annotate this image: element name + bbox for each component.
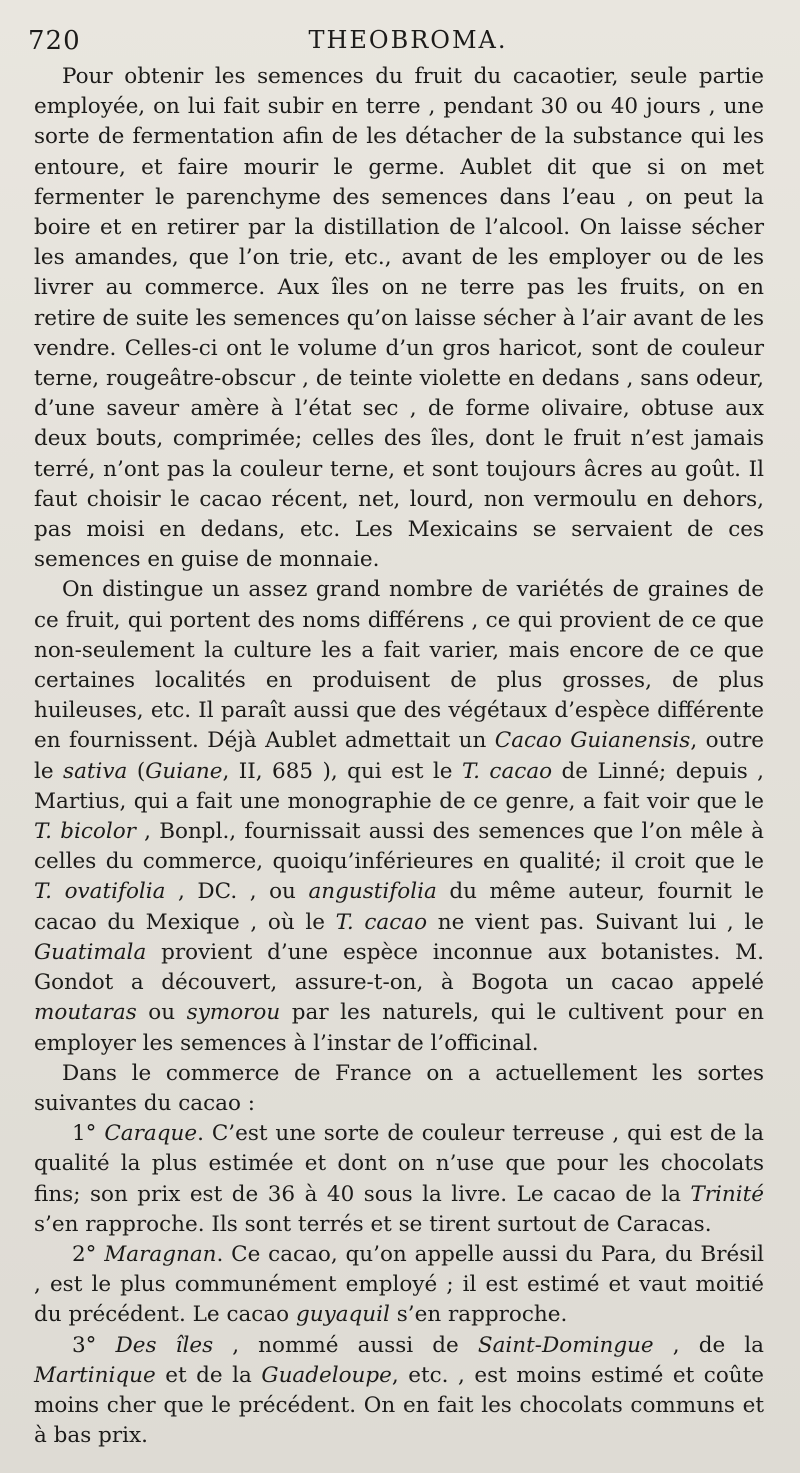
text-run: , II, 685 ), qui est le — [222, 758, 462, 784]
paragraph-fermentation — [34, 62, 764, 575]
italic-text: T. bicolor — [34, 819, 136, 845]
italic-text: T. cacao — [461, 758, 553, 784]
italic-text: T. cacao — [335, 909, 428, 935]
running-title: THEOBROMA. — [308, 26, 508, 54]
paragraph-commerce-intro — [34, 1059, 764, 1119]
italic-text: Maragnan — [104, 1241, 217, 1267]
text-run: du même auteur, fournit le cacao du Mexique , où le — [34, 879, 764, 935]
text-run: Pour obtenir les semences du fruit du cacaotier, seule partie employée, on lui fait subir en terre , pendant 30 ou 40 jours , une sorte de fermentation afin de les détacher de la substance qui les entoure, et faire mourir le germe. Aublet dit que si on met fermenter le parenchyme des semences dans l’eau , on peut la boire et en retirer par la distillation de l’alcool. On laisse sécher les amandes, que l’on trie, etc., avant de les employer ou de les livrer au commerce. Aux îles on ne terre pas les fruits, on en retire de suite les semences qu’on laisse sécher à l’air avant de les vendre. Celles-ci ont le volume d’un gros haricot, sont de couleur terne, rougeâtre-obscur , de teinte violette en dedans , sans odeur, d’une saveur amère à l’état sec , de forme olivaire, obtuse aux deux bouts, comprimée; celles des îles, dont le fruit n’est jamais terré, n’ont pas la couleur terne, et sont toujours âcres au goût. Il faut choisir le cacao récent, net, lourd, non vermoulu en dehors, pas moisi en dedans, etc. Les Mexicains se servaient de ces semences en guise de monnaie. — [34, 64, 764, 573]
text-run: , nommé aussi de — [213, 1332, 478, 1358]
list-item-des-iles — [34, 1331, 764, 1452]
italic-text: Guadeloupe — [261, 1362, 392, 1388]
text-run: 3° — [72, 1332, 116, 1358]
italic-text: angustifolia — [308, 879, 437, 905]
running-head — [28, 24, 764, 58]
italic-text: moutaras — [34, 1000, 137, 1026]
italic-text: Guatimala — [34, 939, 147, 965]
italic-text: Trinité — [690, 1181, 764, 1207]
text-run: ou — [136, 1000, 187, 1026]
text-run: et de la — [155, 1362, 262, 1388]
text-run: 1° — [72, 1121, 105, 1147]
text-run: On distingue un assez grand nombre de variétés de graines de ce fruit, qui portent des noms différens , ce qui provient de ce que non-seulement la culture les a fait varier, mais encore de ce que certaines localités en produisent de plus grosses, de plus huileuses, etc. Il paraît aussi que des végétaux d’espèce différente en fournissent. Déjà Aublet admettait un — [34, 577, 764, 754]
italic-text: T. ovatifolia — [34, 879, 166, 905]
text-run: . Ce cacao, qu’on appelle aussi du Para, du Brésil , est le plus communément employé ; il est estimé et vaut moitié du précédent. Le cacao — [34, 1241, 764, 1328]
page-number: 720 — [28, 26, 81, 56]
italic-text: Caraque — [104, 1121, 198, 1147]
text-run: ne vient pas. Suivant lui , le — [427, 909, 765, 935]
italic-text: guyaquil — [295, 1302, 390, 1328]
text-run: 2° — [72, 1241, 105, 1267]
body-text — [34, 62, 764, 1451]
italic-text: Des îles — [115, 1332, 214, 1358]
text-run: provient d’une espèce inconnue aux botanistes. M. Gondot a découvert, assure-t-on, à Bogota un cacao appelé — [34, 939, 764, 996]
text-run: , Bonpl., fournissait aussi des semences que l’on mêle à celles du commerce, quoiqu’inférieures en qualité; il croit que le — [34, 819, 764, 875]
text-run: de Linné; depuis , Martius, qui a fait une monographie de ce genre, a fait voir que le — [34, 758, 764, 814]
text-run: par les naturels, qui le cultivent pour en employer les semences à l’instar de l’officinal. — [34, 1000, 764, 1056]
text-run: , outre le — [34, 728, 765, 784]
text-run: , DC. , ou — [165, 879, 309, 905]
list-item-caraque — [34, 1119, 764, 1240]
italic-text: Saint-Domingue — [477, 1332, 654, 1358]
italic-text: sativa — [63, 758, 128, 784]
italic-text: Guiane — [145, 758, 223, 784]
text-run: . C’est une sorte de couleur terreuse , qui est de la qualité la plus estimée et dont on n’use que pour les chocolats fins; son prix est de 36 à 40 sous la livre. Le cacao de la — [34, 1121, 764, 1207]
text-run: Dans le commerce de France on a actuellement les sortes suivantes du cacao : — [34, 1060, 764, 1116]
italic-text: Martinique — [34, 1362, 156, 1388]
text-run: , etc. , est moins estimé et coûte moins cher que le précédent. On en fait les chocolats communs et à bas prix. — [34, 1362, 764, 1449]
italic-text: symorou — [186, 1000, 281, 1026]
list-item-maragnan — [34, 1240, 764, 1331]
text-run: s’en rapproche. — [389, 1302, 568, 1328]
text-run: s’en rapproche. Ils sont terrés et se tirent surtout de Caracas. — [34, 1211, 712, 1237]
text-run: ( — [127, 758, 146, 784]
paragraph-varieties — [34, 575, 764, 1058]
italic-text: Cacao Guianensis — [494, 728, 691, 754]
text-run: , de la — [653, 1332, 764, 1358]
